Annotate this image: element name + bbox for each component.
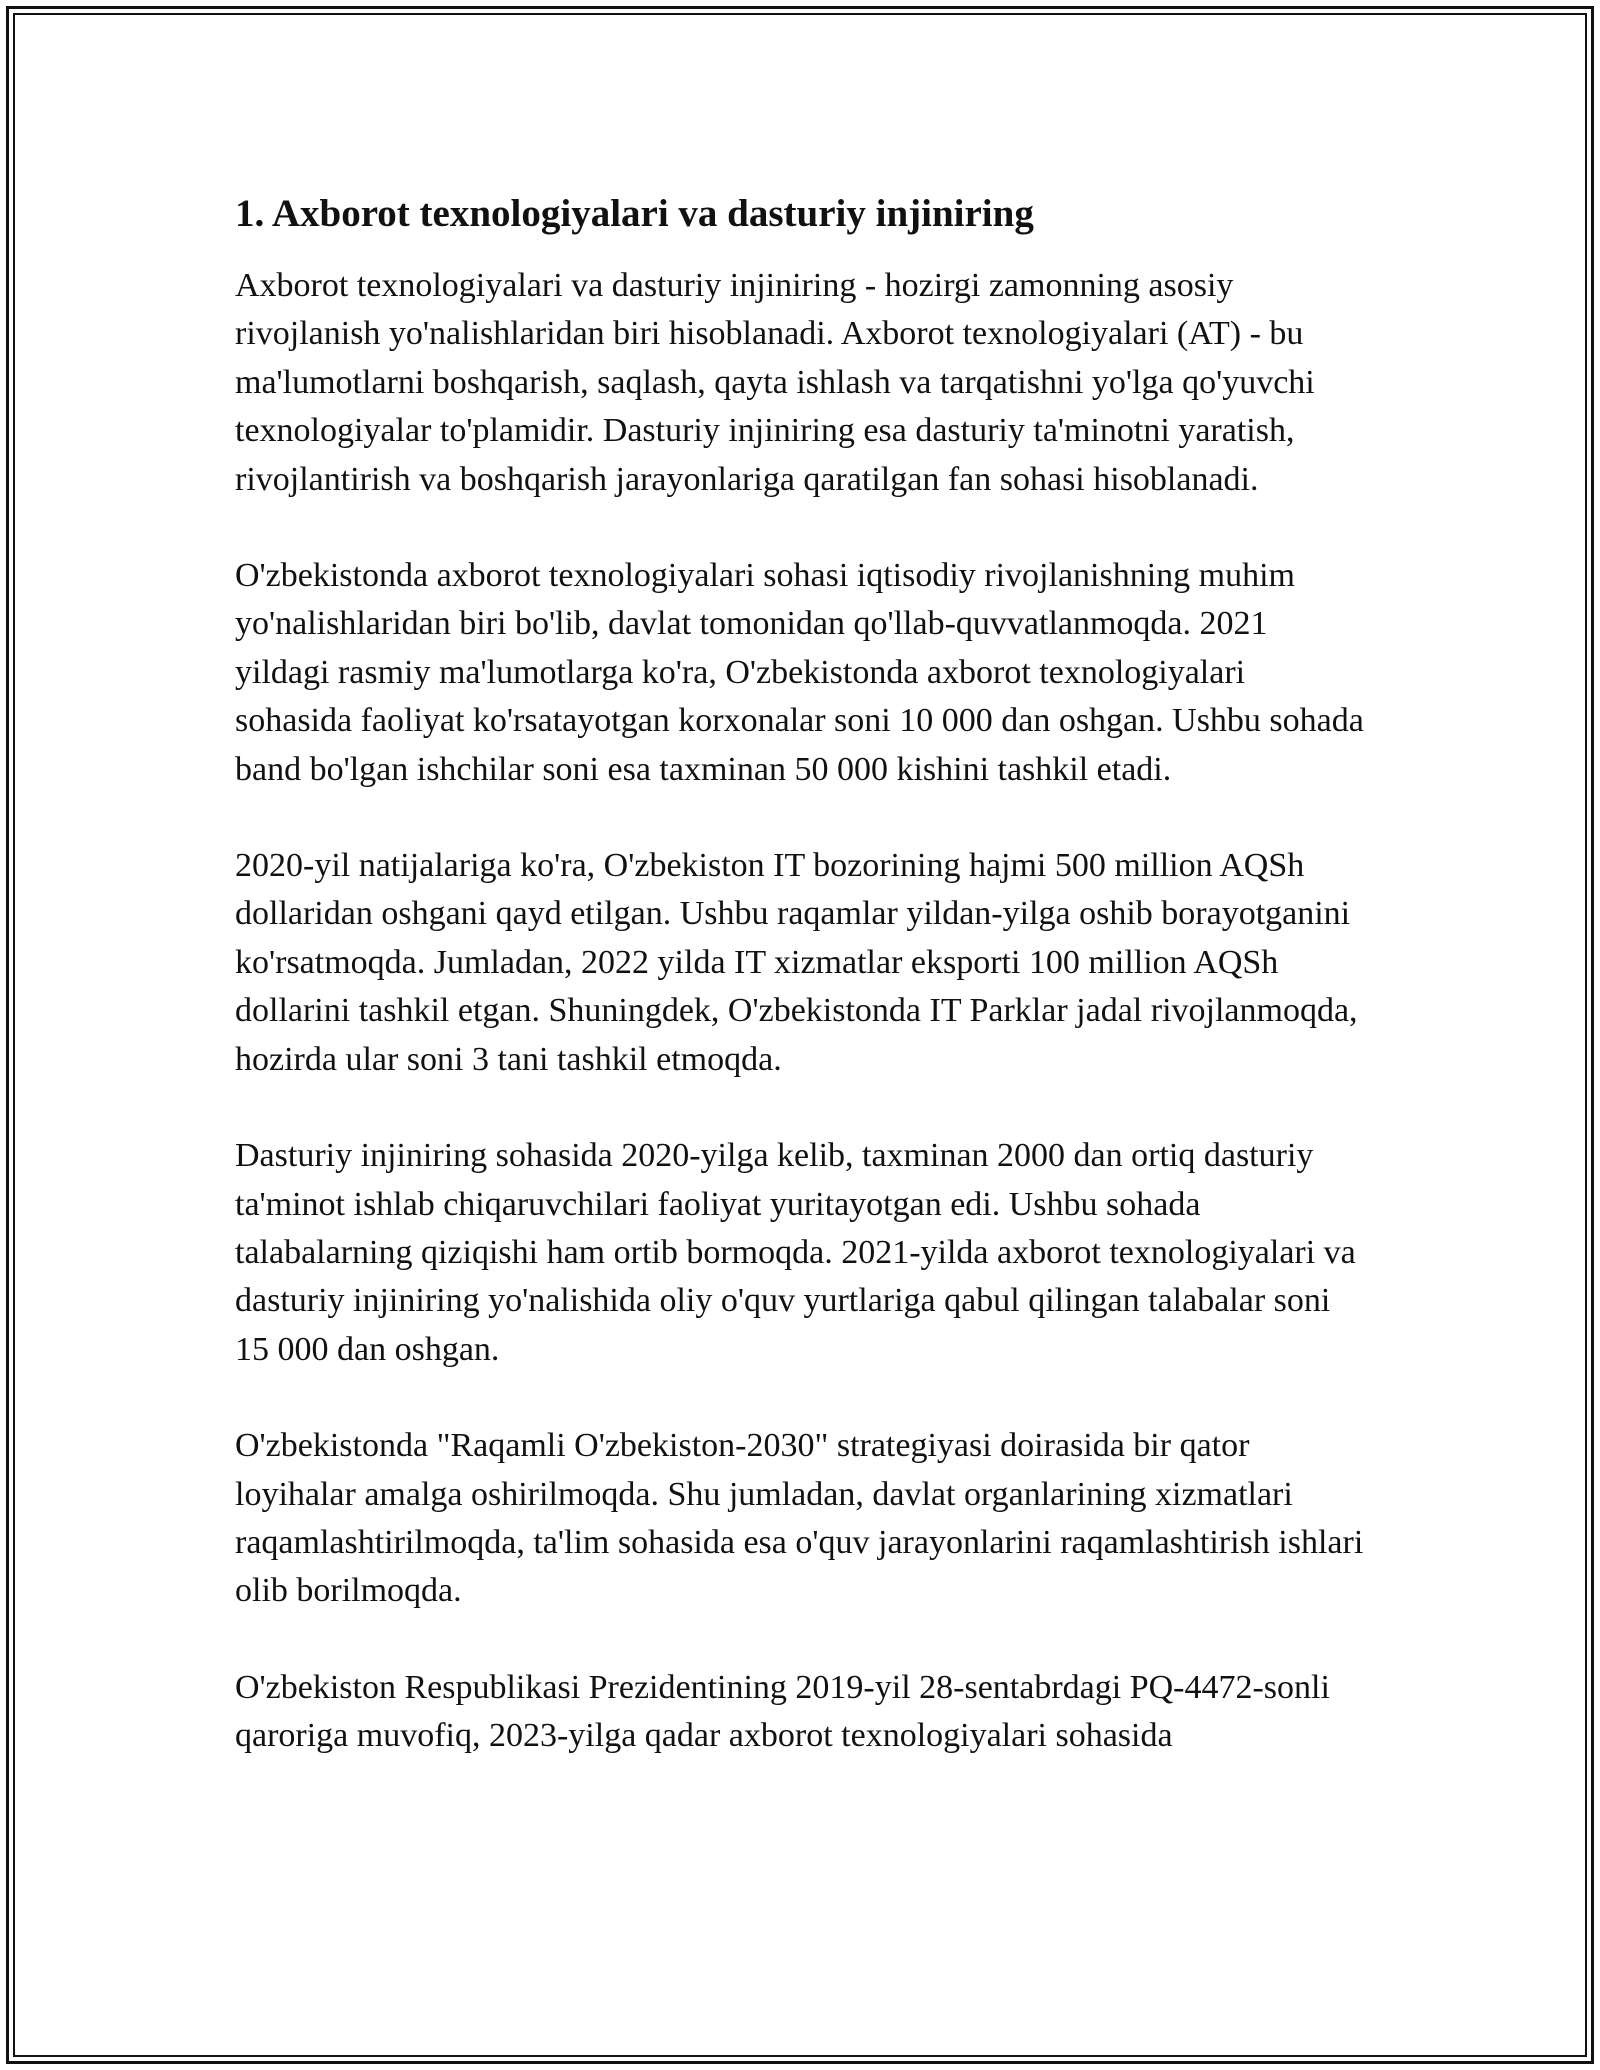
paragraph-3: 2020-yil natijalariga ko'ra, O'zbekiston IT bozorining hajmi 500 million AQSh dollaridan oshgani qayd etilgan. Ushbu raqamlar yildan-yilga oshib borayotganini ko'rsatmoqda. Jumladan, 2022 yilda IT xizmatlar eksporti 100 million AQSh dollarini tashkil etgan. Shuningdek, O'zbekistonda IT Parklar jadal rivojlanmoqda, hozirda ular soni 3 tani tashkil etmoqda. (235, 847, 1358, 1078)
paragraph-1: Axborot texnologiyalari va dasturiy injiniring - hozirgi zamonning asosiy rivojlanish yo'nalishlaridan biri hisoblanadi. Axborot texnologiyalari (AT) - bu ma'lumotlarni boshqarish, saqlash, qayta ishlash va tarqatishni yo'lga qo'yuvchi texnologiyalar to'plamidir. Dasturiy injiniring esa dasturiy ta'minotni yaratish, rivojlantirish va boshqarish jarayonlariga qaratilgan fan sohasi hisoblanadi. (235, 267, 1315, 498)
paragraph-4: Dasturiy injiniring sohasida 2020-yilga kelib, taxminan 2000 dan ortiq dasturiy ta'minot ishlab chiqaruvchilari faoliyat yuritayotgan edi. Ushbu sohada talabalarning qiziqishi ham ortib bormoqda. 2021-yilda axborot texnologiyalari va dasturiy injiniring yo'nalishida oliy o'quv yurtlariga qabul qilingan talabalar soni 15 000 dan oshgan. (235, 1137, 1356, 1368)
paragraph-2: O'zbekistonda axborot texnologiyalari sohasi iqtisodiy rivojlanishning muhim yo'nalishlaridan biri bo'lib, davlat tomonidan qo'llab-quvvatlanmoqda. 2021 yildagi rasmiy ma'lumotlarga ko'ra, O'zbekistonda axborot texnologiyalari sohasida faoliyat ko'rsatayotgan korxonalar soni 10 000 dan oshgan. Ushbu sohada band bo'lgan ishchilar soni esa taxminan 50 000 kishini tashkil etadi. (235, 557, 1364, 788)
paragraph-5: O'zbekistonda "Raqamli O'zbekiston-2030" strategiyasi doirasida bir qator loyihalar amalga oshirilmoqda. Shu jumladan, davlat organlarining xizmatlari raqamlashtirilmoqda, ta'lim sohasida esa o'quv jarayonlarini raqamlashtirish ishlari olib borilmoqda. (235, 1427, 1364, 1610)
document-body (235, 186, 1365, 1761)
section-heading: 1. Axborot texnologiyalari va dasturiy injiniring (235, 192, 1034, 235)
paragraph-6: O'zbekiston Respublikasi Prezidentining 2019-yil 28-sentabrdagi PQ-4472-sonli qaroriga muvofiq, 2023-yilga qadar axborot texnologiyalari sohasida (235, 1668, 1330, 1755)
